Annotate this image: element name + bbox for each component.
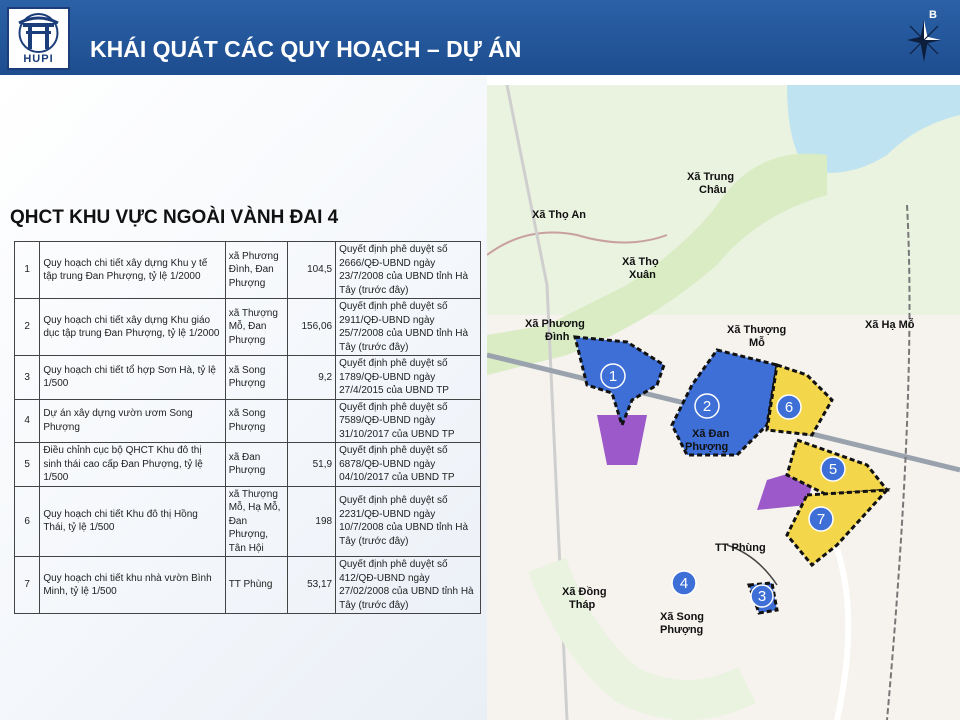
plan-area: 51,9	[288, 443, 336, 487]
table-row	[15, 299, 481, 356]
svg-text:Xã Phương: Xã Phương	[525, 318, 585, 330]
plan-area: 104,5	[288, 242, 336, 299]
svg-text:5: 5	[828, 461, 838, 478]
svg-text:6: 6	[784, 399, 794, 416]
plan-name: Quy hoạch chi tiết xây dựng Khu giáo dục tập trung Đan Phượng, tỷ lệ 1/2000	[40, 299, 225, 356]
marker-7	[809, 507, 833, 531]
table-row	[15, 443, 481, 487]
plan-name: Dự án xây dựng vườn ươm Song Phượng	[40, 399, 225, 443]
plan-decision: Quyết định phê duyệt số 6878/QĐ-UBND ngày 04/10/2017 của UBND TP	[336, 443, 481, 487]
plan-location: xã Song Phượng	[225, 356, 288, 400]
map-label-tt-phung: TT Phùng	[715, 542, 766, 554]
svg-text:7: 7	[816, 511, 826, 528]
plan-decision: Quyết định phê duyệt số 2666/QĐ-UBND ngày 23/7/2008 của UBND tỉnh Hà Tây (trước đây)	[336, 242, 481, 299]
svg-text:3: 3	[757, 588, 767, 605]
marker-3	[751, 585, 773, 607]
table-row	[15, 356, 481, 400]
svg-text:Tháp: Tháp	[569, 599, 596, 611]
logo-text: HUPI	[23, 53, 54, 65]
svg-text:Xã Song: Xã Song	[660, 611, 705, 623]
table-row	[15, 242, 481, 299]
plan-name: Quy hoạch chi tiết Khu đô thị Hồng Thái, tỷ lệ 1/500	[40, 486, 225, 557]
plan-decision: Quyết định phê duyệt số 2911/QĐ-UBND ngày 25/7/2008 của UBND tỉnh Hà Tây (trước đây)	[336, 299, 481, 356]
plan-location: xã Thượng Mỗ, Hạ Mỗ, Đan Phượng, Tân Hội	[225, 486, 288, 557]
row-number: 7	[15, 557, 40, 614]
plan-name: Quy hoạch chi tiết khu nhà vườn Bình Minh, tỷ lệ 1/500	[40, 557, 225, 614]
marker-1	[601, 364, 625, 388]
svg-text:Xã Thượng: Xã Thượng	[727, 324, 787, 336]
plan-name: Quy hoạch chi tiết xây dựng Khu y tế tập trung Đan Phượng, tỷ lệ 1/2000	[40, 242, 225, 299]
svg-text:Đình: Đình	[545, 331, 570, 343]
plan-location: xã Phương Đình, Đan Phượng	[225, 242, 288, 299]
svg-text:Xuân: Xuân	[629, 269, 656, 281]
plan-decision: Quyết định phê duyệt số 7589/QĐ-UBND ngày 31/10/2017 của UBND TP	[336, 399, 481, 443]
plan-location: xã Thượng Mỗ, Đan Phượng	[225, 299, 288, 356]
table-row	[15, 486, 481, 557]
plan-decision: Quyết định phê duyệt số 412/QĐ-UBND ngày 27/02/2008 của UBND tỉnh Hà Tây (trước đây)	[336, 557, 481, 614]
plan-name: Điều chỉnh cục bộ QHCT Khu đô thị sinh thái cao cấp Đan Phượng, tỷ lệ 1/500	[40, 443, 225, 487]
plan-area	[288, 399, 336, 443]
map-label-dan-phuong	[685, 428, 730, 453]
row-number: 1	[15, 242, 40, 299]
planning-map	[487, 85, 960, 720]
marker-5	[821, 457, 845, 481]
svg-text:Xã Đan: Xã Đan	[692, 428, 730, 440]
svg-text:Xã Thọ: Xã Thọ	[622, 256, 659, 268]
page-title: KHÁI QUÁT CÁC QUY HOẠCH – DỰ ÁN	[90, 36, 522, 62]
svg-text:Mỗ: Mỗ	[749, 337, 765, 349]
plan-decision: Quyết định phê duyệt số 1789/QĐ-UBND ngày 27/4/2015 của UBND TP	[336, 356, 481, 400]
svg-text:Phượng: Phượng	[660, 624, 704, 636]
plan-area: 9,2	[288, 356, 336, 400]
plan-area: 198	[288, 486, 336, 557]
plan-name: Quy hoạch chi tiết tổ hợp Sơn Hà, tỷ lệ 1/500	[40, 356, 225, 400]
map-label-ha-mo: Xã Hạ Mỗ	[865, 319, 915, 331]
svg-text:Xã Đồng: Xã Đồng	[562, 586, 607, 598]
svg-text:4: 4	[679, 575, 689, 592]
row-number: 6	[15, 486, 40, 557]
gate-icon	[9, 9, 68, 53]
table-row	[15, 557, 481, 614]
svg-text:Phượng: Phượng	[685, 441, 729, 453]
marker-4	[672, 571, 696, 595]
plan-decision: Quyết định phê duyệt số 2231/QĐ-UBND ngày 10/7/2008 của UBND tỉnh Hà Tây (trước đây)	[336, 486, 481, 557]
section-title: QHCT KHU VỰC NGOÀI VÀNH ĐAI 4	[10, 207, 339, 228]
row-number: 5	[15, 443, 40, 487]
row-number: 2	[15, 299, 40, 356]
plans-table	[14, 241, 481, 614]
svg-text:Châu: Châu	[699, 184, 727, 196]
map-label-tho-an: Xã Thọ An	[532, 209, 586, 221]
plan-location: xã Đan Phượng	[225, 443, 288, 487]
hupi-logo	[7, 7, 70, 70]
plan-location: TT Phùng	[225, 557, 288, 614]
compass-icon	[895, 6, 953, 68]
row-number: 4	[15, 399, 40, 443]
table-row	[15, 399, 481, 443]
svg-text:Xã Trung: Xã Trung	[687, 171, 735, 183]
map-label-song-phuong	[660, 611, 704, 636]
svg-text:2: 2	[702, 398, 712, 415]
plan-location: xã Song Phượng	[225, 399, 288, 443]
compass-letter: B	[929, 9, 937, 21]
marker-2	[695, 394, 719, 418]
plan-area: 156,06	[288, 299, 336, 356]
svg-text:1: 1	[608, 368, 618, 385]
row-number: 3	[15, 356, 40, 400]
plan-area: 53,17	[288, 557, 336, 614]
marker-6	[777, 395, 801, 419]
header-bar	[0, 0, 960, 75]
